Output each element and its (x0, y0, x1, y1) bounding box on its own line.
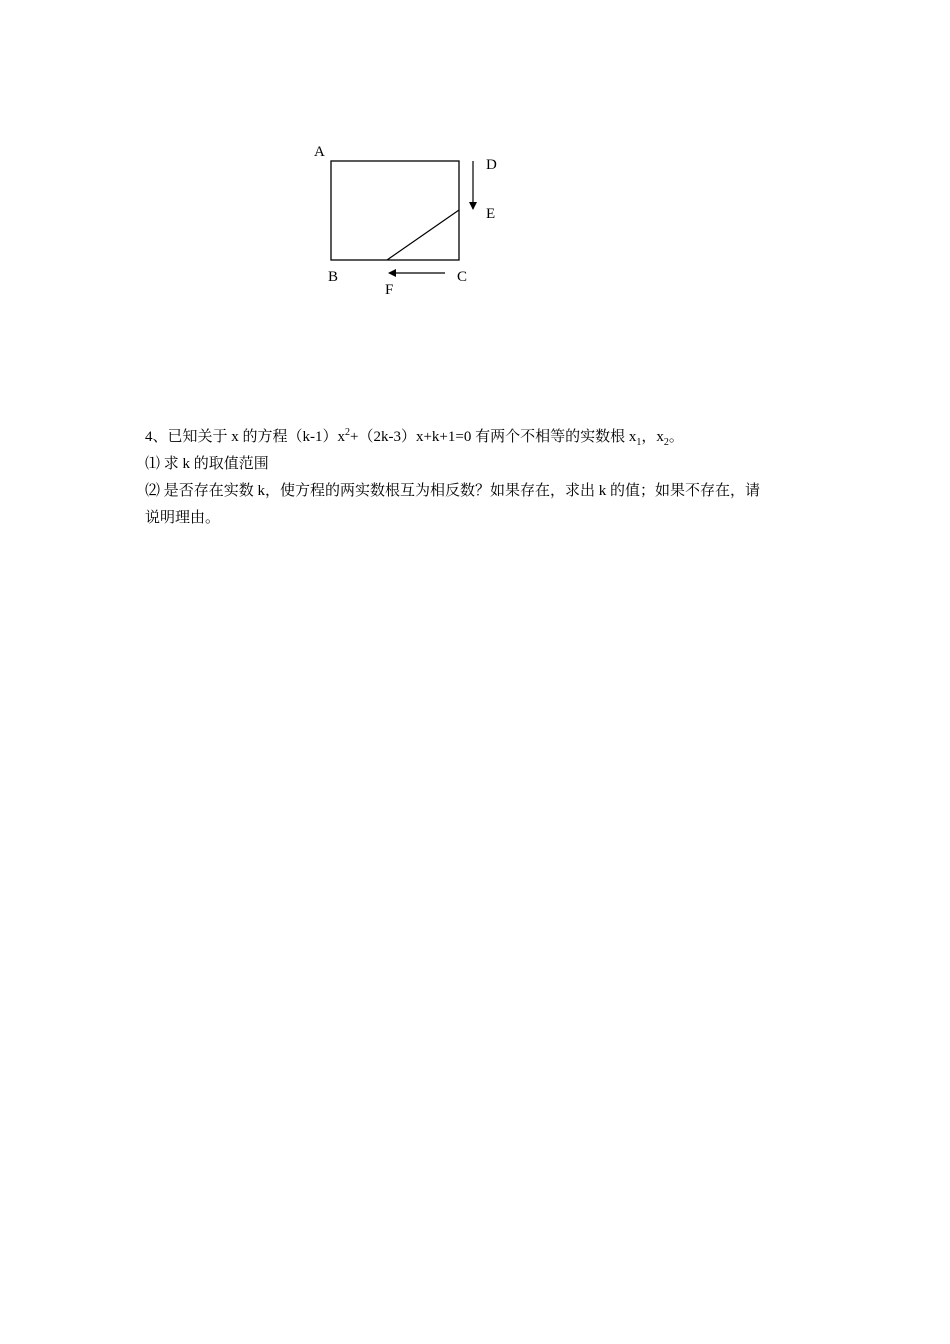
problem-part-2-line-1: ⑵ 是否存在实数 k，使方程的两实数根互为相反数？如果存在，求出 k 的值；如果不存在，请 (145, 483, 761, 499)
label-c: C (457, 269, 468, 285)
segment-ef (387, 210, 459, 260)
label-a: A (314, 144, 325, 160)
stem-end: 。 (668, 429, 684, 445)
label-f: F (385, 282, 394, 298)
stem-exponent: 2 (345, 427, 350, 438)
label-b: B (328, 269, 339, 285)
stem-middle: +（2k-3）x+k+1=0 有两个不相等的实数根 x (350, 429, 637, 445)
geometry-figure (300, 130, 540, 310)
root1-subscript: 1 (636, 437, 642, 448)
problem-part-1: ⑴ 求 k 的取值范围 (145, 456, 269, 472)
problem-4 (145, 424, 815, 532)
label-e: E (486, 206, 496, 222)
root2-subscript: 2 (663, 437, 669, 448)
problem-stem (145, 424, 815, 451)
stem-separator: ，x (641, 429, 664, 445)
stem-prefix: 4、已知关于 x 的方程（k-1）x (145, 429, 345, 445)
label-d: D (486, 157, 497, 173)
problem-part-2-line-2: 说明理由。 (145, 510, 221, 526)
rectangle-abcd (331, 161, 459, 260)
